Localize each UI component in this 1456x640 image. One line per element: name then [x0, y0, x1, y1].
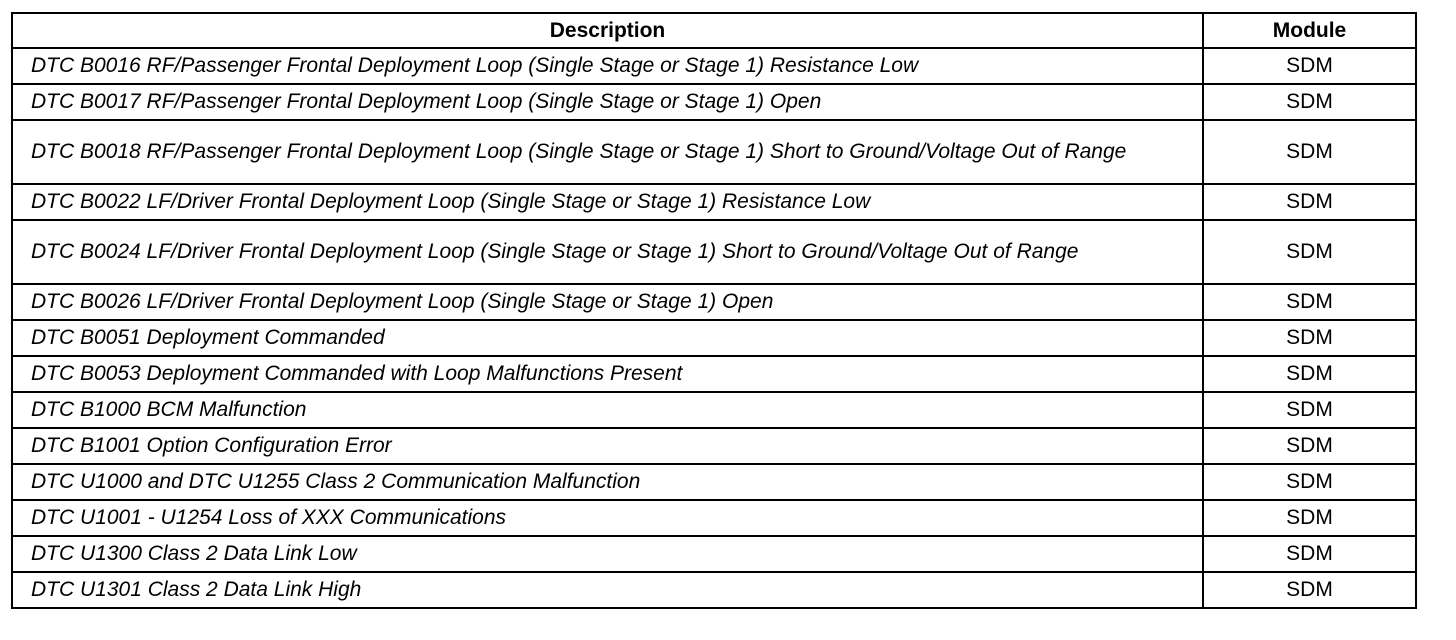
table-row — [12, 356, 1416, 392]
table-header-row — [12, 13, 1416, 48]
table-row — [12, 120, 1416, 184]
dtc-description-cell: DTC B0016 RF/Passenger Frontal Deployment Loop (Single Stage or Stage 1) Resistance Low — [12, 48, 1203, 84]
dtc-description-cell: DTC U1301 Class 2 Data Link High — [12, 572, 1203, 608]
table-row — [12, 536, 1416, 572]
module-cell: SDM — [1203, 320, 1416, 356]
table-body — [12, 48, 1416, 608]
module-cell: SDM — [1203, 392, 1416, 428]
module-column-header: Module — [1203, 13, 1416, 48]
module-cell: SDM — [1203, 428, 1416, 464]
table-row — [12, 220, 1416, 284]
module-cell: SDM — [1203, 572, 1416, 608]
table-row — [12, 320, 1416, 356]
module-cell: SDM — [1203, 536, 1416, 572]
table-row — [12, 184, 1416, 220]
dtc-description-cell: DTC B0051 Deployment Commanded — [12, 320, 1203, 356]
dtc-description-cell: DTC B0017 RF/Passenger Frontal Deployment Loop (Single Stage or Stage 1) Open — [12, 84, 1203, 120]
module-cell: SDM — [1203, 284, 1416, 320]
table-row — [12, 500, 1416, 536]
dtc-description-cell: DTC U1300 Class 2 Data Link Low — [12, 536, 1203, 572]
module-cell: SDM — [1203, 500, 1416, 536]
table-row — [12, 392, 1416, 428]
table-row — [12, 428, 1416, 464]
table-row — [12, 284, 1416, 320]
module-cell: SDM — [1203, 356, 1416, 392]
module-cell: SDM — [1203, 184, 1416, 220]
module-cell: SDM — [1203, 120, 1416, 184]
dtc-description-cell: DTC U1000 and DTC U1255 Class 2 Communication Malfunction — [12, 464, 1203, 500]
table-row — [12, 464, 1416, 500]
dtc-description-cell: DTC U1001 - U1254 Loss of XXX Communications — [12, 500, 1203, 536]
module-cell: SDM — [1203, 220, 1416, 284]
dtc-description-cell: DTC B1001 Option Configuration Error — [12, 428, 1203, 464]
module-cell: SDM — [1203, 48, 1416, 84]
module-cell: SDM — [1203, 84, 1416, 120]
dtc-description-cell: DTC B0053 Deployment Commanded with Loop Malfunctions Present — [12, 356, 1203, 392]
dtc-description-cell: DTC B0018 RF/Passenger Frontal Deployment Loop (Single Stage or Stage 1) Short to Ground/Voltage Out of Range — [12, 120, 1203, 184]
dtc-description-cell: DTC B0024 LF/Driver Frontal Deployment Loop (Single Stage or Stage 1) Short to Ground/Voltage Out of Range — [12, 220, 1203, 284]
table-row — [12, 84, 1416, 120]
dtc-description-cell: DTC B0026 LF/Driver Frontal Deployment Loop (Single Stage or Stage 1) Open — [12, 284, 1203, 320]
table-row — [12, 48, 1416, 84]
dtc-description-cell: DTC B0022 LF/Driver Frontal Deployment Loop (Single Stage or Stage 1) Resistance Low — [12, 184, 1203, 220]
dtc-module-table — [11, 12, 1417, 609]
table-row — [12, 572, 1416, 608]
description-column-header: Description — [12, 13, 1203, 48]
module-cell: SDM — [1203, 464, 1416, 500]
dtc-description-cell: DTC B1000 BCM Malfunction — [12, 392, 1203, 428]
